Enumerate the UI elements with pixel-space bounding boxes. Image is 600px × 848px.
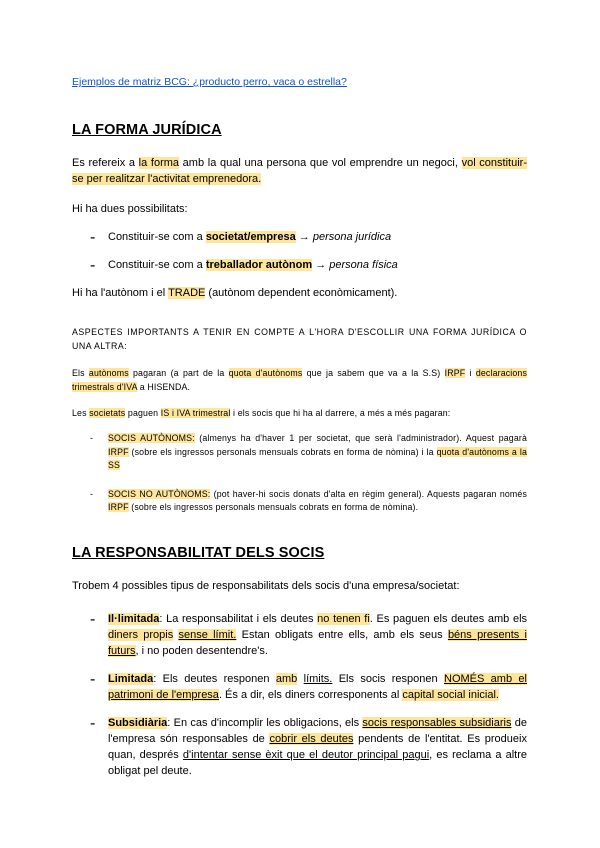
section-responsabilitat-heading: [72, 545, 527, 561]
list-item: - Subsidiària: En cas d'incomplir les obligacions, els socis responsables subsidiaris de l'empresa són responsables de cobrir els deutes pendents de l'entitat. Es produeix quan, després d'intentar sense èxit que el deutor principal pagui, es reclama a altre obligat pel deute.: [90, 715, 527, 777]
list-item: - SOCIS AUTÒNOMS: (almenys ha d'haver 1 per societat, que serà l'administrador). Aquest pagarà IRPF (sobre els ingressos personals mensuals cobrats en forma de nòmina) i la quota d'autònoms a la SS: [90, 433, 527, 470]
list-item: - SOCIS NO AUTÒNOMS: (pot haver-hi socis donats d'alta en règim general). Aquests pagaran només IRPF (sobre els ingressos personals mensuals cobrats en forma de nòmina).: [90, 488, 527, 512]
bcg-examples-link[interactable]: Ejemplos de matriz BCG: ¿producto perro, vaca o estrella?: [72, 76, 347, 88]
list-item: - Il·limitada: La responsabilitat i els deutes no tenen fi. Es paguen els deutes amb els diners propis sense límit. Estan obligats entre ells, amb els seus béns presents i futurs, i no poden desentendre's.: [90, 611, 528, 657]
list-item: - Constituir-se com a societat/empresa → persona jurídica: [90, 229, 392, 246]
responsabilitat-list: [72, 611, 527, 779]
trade-line: Hi ha l'autònom i el TRADE (autònom dependent econòmicament).: [72, 287, 398, 299]
section-title: LA RESPONSABILITAT DELS SOCIS: [72, 545, 325, 561]
societats-paragraph: Les societats paguen IS i IVA trimestral i els socis que hi ha al darrere, a més a més pagaran:: [72, 408, 451, 418]
bcg-link-line: [72, 72, 527, 90]
autonoms-paragraph: Els autònoms pagaran (a part de la quota d'autònoms que ja sabem que va a la S.S) IRPF i declaracions trimestrals d'IVA a HISENDA.: [72, 368, 528, 392]
possibilities-intro: Hi ha dues possibilitats:: [72, 203, 188, 215]
forma-juridica-definition: Es refereix a la forma amb la qual una persona que vol emprendre un negoci, vol constituir-se per realitzar l'activitat emprenedora.: [72, 157, 527, 185]
list-item: - Limitada: Els deutes responen amb límits. Els socis responen NOMÉS amb el patrimoni de l'empresa. És a dir, els diners corresponents al capital social inicial.: [90, 671, 527, 701]
section-forma-juridica-heading: [72, 122, 527, 138]
list-item: - Constituir-se com a treballador autònom → persona física: [90, 257, 398, 274]
responsabilitat-intro: Trobem 4 possibles tipus de responsabilitats dels socis d'una empresa/societat:: [72, 580, 460, 592]
socis-list: [72, 432, 527, 515]
aspects-heading: ASPECTES IMPORTANTS A TENIR EN COMPTE A L'HORA D'ESCOLLIR UNA FORMA JURÍDICA O UNA ALTRA:: [72, 327, 527, 351]
possibilities-list: [72, 229, 527, 273]
section-title: LA FORMA JURÍDICA: [72, 122, 222, 138]
